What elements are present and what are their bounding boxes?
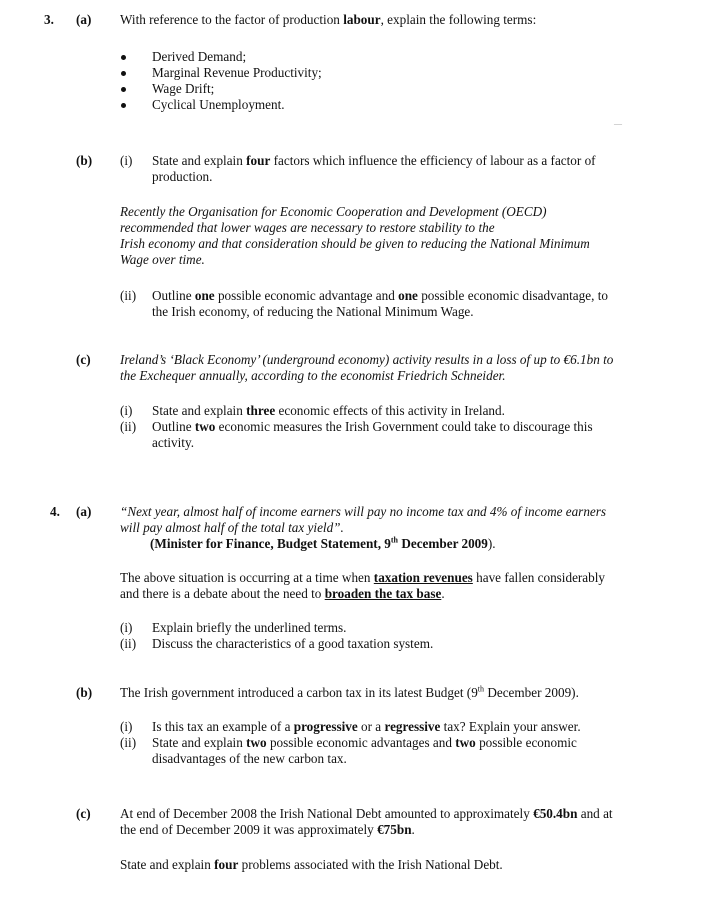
q3c-i-text: State and explain three economic effects of this activity in Ireland.: [152, 403, 505, 418]
q4a-ii-text: Discuss the characteristics of a good taxation system.: [152, 636, 434, 651]
q3b-ii-text: Outline one possible economic advantage and one possible economic disadvantage, to: [152, 288, 608, 303]
q4a-paragraph-line1: The above situation is occurring at a time when taxation revenues have fallen considerably: [120, 570, 606, 585]
roman-numeral: (i): [120, 719, 133, 734]
q3b-i-text-line2: production.: [152, 169, 213, 184]
quote-line: Ireland’s ‘Black Economy’ (underground economy) activity results in a loss of up to €6.1bn to: [120, 352, 614, 367]
roman-numeral: (ii): [120, 419, 137, 434]
q4b-ii-text: State and explain two possible economic advantages and two possible economic: [152, 735, 577, 750]
stray-mark: —: [614, 119, 622, 128]
roman-numeral: (ii): [120, 735, 137, 750]
part-label: (a): [76, 12, 92, 27]
quote-line: “Next year, almost half of income earners will pay no income tax and 4% of income earners: [120, 504, 607, 519]
part-label: (c): [76, 806, 91, 821]
quote-source: (Minister for Finance, Budget Statement, 9th December 2009).: [150, 535, 496, 551]
question-number: 3.: [44, 12, 54, 27]
roman-numeral: (i): [120, 403, 133, 418]
q3c-ii-text: Outline two economic measures the Irish Government could take to discourage this: [152, 419, 593, 434]
bullet-icon: [121, 87, 126, 92]
quote-line: Irish economy and that consideration should be given to reducing the National Minimum: [120, 236, 590, 251]
part-label: (b): [76, 153, 93, 168]
q4c-text-line2: the end of December 2009 it was approximately €75bn.: [120, 822, 415, 837]
roman-numeral: (i): [120, 153, 133, 168]
list-item: Derived Demand;: [152, 49, 247, 64]
q3c-ii-text-line2: activity.: [152, 435, 194, 450]
quote-line: recommended that lower wages are necessary to restore stability to the: [120, 220, 495, 235]
list-item: Marginal Revenue Productivity;: [152, 65, 322, 80]
bullet-icon: [121, 55, 126, 60]
q4b-ii-text-line2: disadvantages of the new carbon tax.: [152, 751, 347, 766]
roman-numeral: (ii): [120, 288, 137, 303]
quote-line: will pay almost half of the total tax yield”.: [120, 520, 344, 535]
list-item: Cyclical Unemployment.: [152, 97, 285, 112]
part-label: (a): [76, 504, 92, 519]
part-label: (b): [76, 685, 93, 700]
quote-line: Recently the Organisation for Economic Cooperation and Development (OECD): [120, 204, 547, 219]
bullet-icon: [121, 103, 126, 108]
q4a-paragraph-line2: and there is a debate about the need to broaden the tax base.: [120, 586, 445, 601]
q4c-text-line1: At end of December 2008 the Irish National Debt amounted to approximately €50.4bn and at: [120, 806, 613, 821]
q4b-intro: The Irish government introduced a carbon tax in its latest Budget (9th December 2009).: [120, 684, 579, 700]
q3a-intro: With reference to the factor of production labour, explain the following terms:: [120, 12, 537, 27]
quote-line: Wage over time.: [120, 252, 205, 267]
quote-line: the Exchequer annually, according to the economist Friedrich Schneider.: [120, 368, 506, 383]
list-item: Wage Drift;: [152, 81, 215, 96]
q4a-i-text: Explain briefly the underlined terms.: [152, 620, 347, 635]
q3b-ii-text-line2: the Irish economy, of reducing the National Minimum Wage.: [152, 304, 474, 319]
q4c-task: State and explain four problems associated with the Irish National Debt.: [120, 857, 503, 872]
question-number: 4.: [50, 504, 60, 519]
q3b-i-text: State and explain four factors which influence the efficiency of labour as a factor of: [152, 153, 596, 168]
part-label: (c): [76, 352, 91, 367]
roman-numeral: (i): [120, 620, 133, 635]
bullet-icon: [121, 71, 126, 76]
q4b-i-text: Is this tax an example of a progressive or a regressive tax? Explain your answer.: [152, 719, 581, 734]
roman-numeral: (ii): [120, 636, 137, 651]
